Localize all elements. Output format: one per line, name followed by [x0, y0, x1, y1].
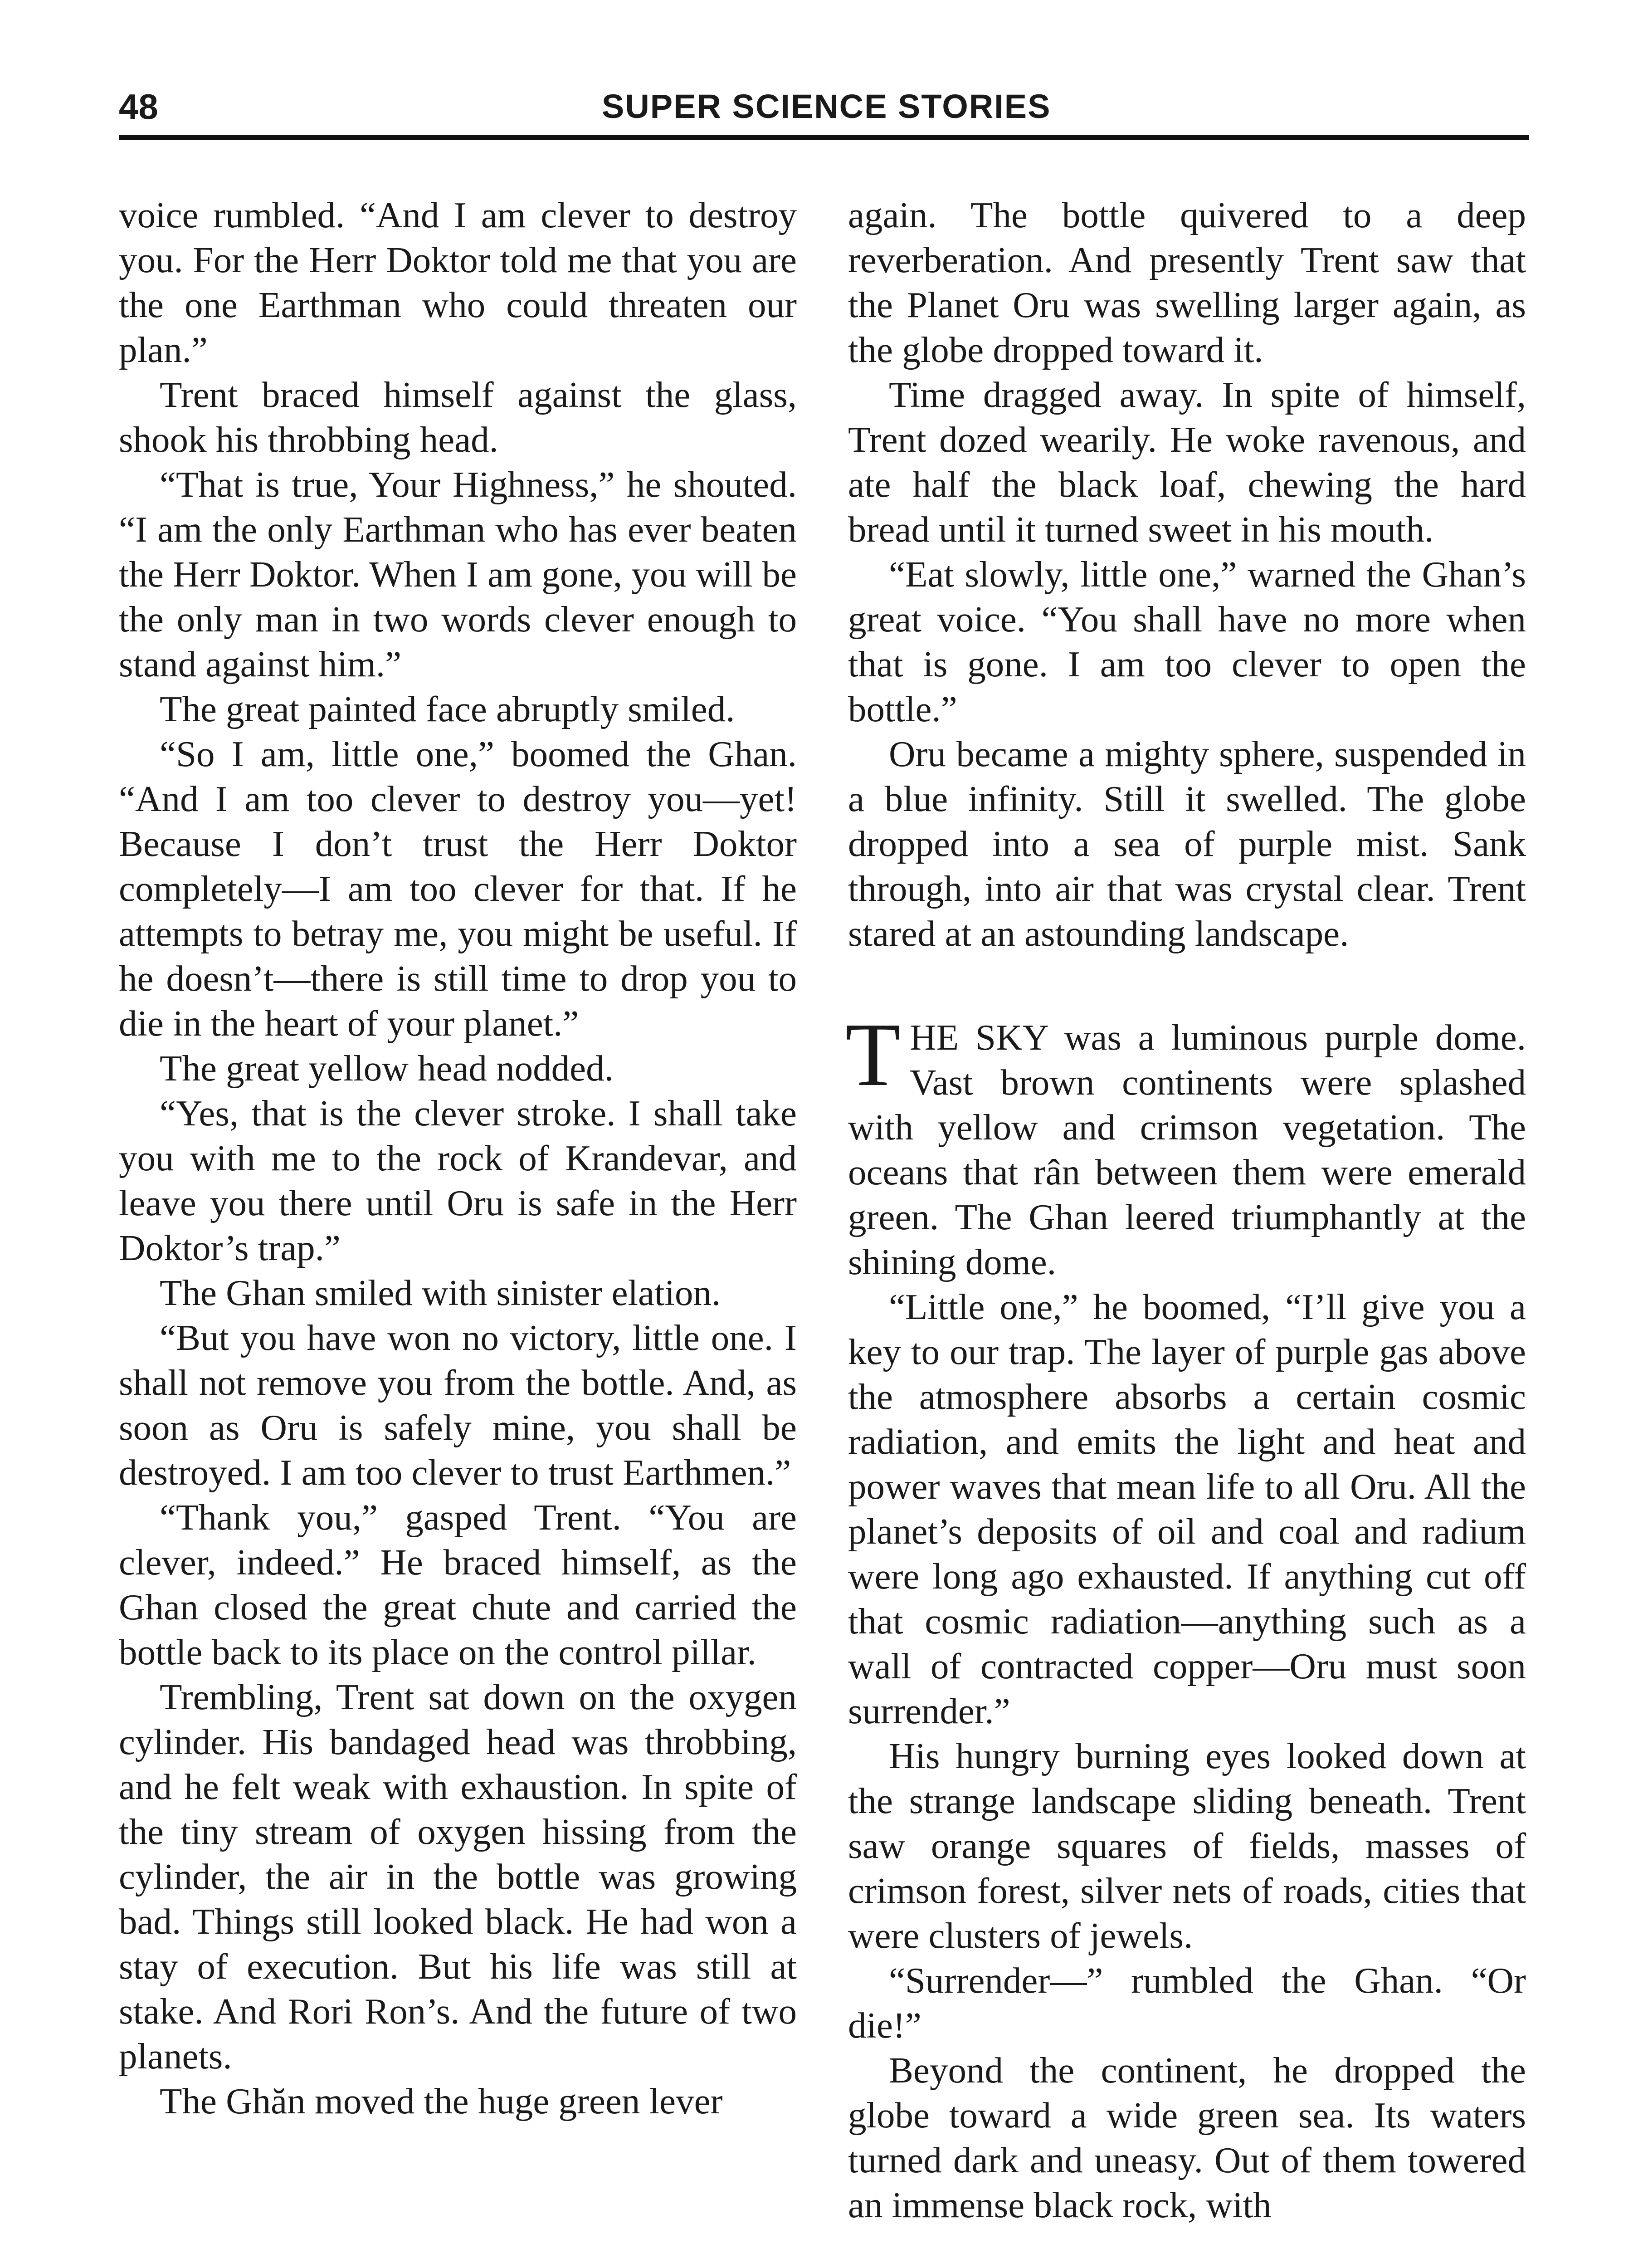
paragraph: The great painted face abruptly smiled. — [160, 689, 735, 729]
paragraph: Oru became a mighty sphere, suspended in a blue infinity. Still it swelled. The globe dropped into a sea of purple mist. Sank through, into air that was crystal clear. Trent stared at an astounding landscape. — [848, 733, 1526, 954]
section-opening-paragraph — [845, 1005, 1526, 1285]
running-title: SUPER SCIENCE STORIES — [602, 88, 1051, 125]
paragraph: Time dragged away. In spite of himself, Trent dozed wearily. He woke ravenous, and ate half the black loaf, chewing the hard bread until it turned sweet in his mouth. — [848, 374, 1526, 550]
paragraph: The great yellow head nodded. — [160, 1048, 614, 1089]
paragraph: “Thank you,” gasped Trent. “You are clever, indeed.” He braced himself, as the Ghan closed the great chute and carried the bottle back to its place on the control pillar. — [119, 1497, 797, 1672]
left-column — [119, 193, 797, 2124]
paragraph: “Surrender—” rumbled the Ghan. “Or die!” — [848, 1960, 1526, 2046]
paragraph: voice rumbled. “And I am clever to destroy you. For the Herr Doktor told me that you are the one Earthman who could threaten our plan.” — [119, 195, 797, 370]
page-number: 48 — [119, 87, 158, 127]
paragraph: “Eat slowly, little one,” warned the Ghan’s great voice. “You shall have no more when that is gone. I am too clever to open the bottle.” — [848, 554, 1526, 729]
paragraph: His hungry burning eyes looked down at the strange landscape sliding beneath. Trent saw orange squares of fields, masses of crimson forest, silver nets of roads, cities that were clusters of jewels. — [848, 1735, 1526, 1956]
paragraph: The Ghan smiled with sinister elation. — [160, 1272, 721, 1313]
page-header — [119, 84, 1529, 132]
paragraph: Beyond the continent, he dropped the globe toward a wide green sea. Its waters turned dark and uneasy. Out of them towered an immense black rock, with — [848, 2050, 1526, 2225]
drop-cap: T — [845, 1005, 901, 1105]
paragraph: again. The bottle quivered to a deep reverberation. And presently Trent saw that the Planet Oru was swelling larger again, as the globe dropped toward it. — [848, 195, 1526, 370]
paragraph: Trembling, Trent sat down on the oxygen cylinder. His bandaged head was throbbing, and he felt weak with exhaustion. In spite of the tiny stream of oxygen hissing from the cylinder, the air in the bottle was growing bad. Things still looked black. He had won a stay of execution. But his life was still at stake. And Rori Ron’s. And the future of two planets. — [119, 1677, 797, 2077]
paragraph: “Little one,” he boomed, “I’ll give you a key to our trap. The layer of purple gas above the atmosphere absorbs a certain cosmic radiation, and emits the light and heat and power waves that mean life to all Oru. All the planet’s deposits of oil and coal and radium were long ago exhausted. If anything cut off that cosmic radiation—anything such as a wall of contracted copper—Oru must soon surrender.” — [848, 1286, 1526, 1731]
section-break — [848, 956, 1526, 1015]
right-column — [845, 193, 1526, 2228]
paragraph: “Yes, that is the clever stroke. I shall take you with me to the rock of Krandevar, and leave you there until Oru is safe in the Herr Doktor’s trap.” — [119, 1093, 797, 1268]
paragraph: Trent braced himself against the glass, shook his throbbing head. — [119, 374, 797, 460]
opening-text: HE SKY was a luminous purple dome. Vast brown continents were splashed with yellow and crimson vegetation. The oceans that rân between them were emerald green. The Ghan leered triumphantly at the shining dome. — [848, 1017, 1526, 1282]
paragraph: “But you have won no victory, little one. I shall not remove you from the bottle. And, as soon as Oru is safely mine, you shall be destroyed. I am too clever to trust Earthmen.” — [119, 1317, 797, 1493]
paragraph: “That is true, Your Highness,” he shouted. “I am the only Earthman who has ever beaten the Herr Doktor. When I am gone, you will be the only man in two words clever enough to stand against him.” — [119, 464, 797, 684]
paragraph: “So I am, little one,” boomed the Ghan. “And I am too clever to destroy you—yet! Because I don’t trust the Herr Doktor completely—I am too clever for that. If he attempts to betray me, you might be useful. If he doesn’t—there is still time to drop you to die in the heart of your planet.” — [119, 733, 797, 1044]
paragraph: The Ghăn moved the huge green lever — [160, 2081, 723, 2121]
header-rule — [119, 135, 1529, 140]
